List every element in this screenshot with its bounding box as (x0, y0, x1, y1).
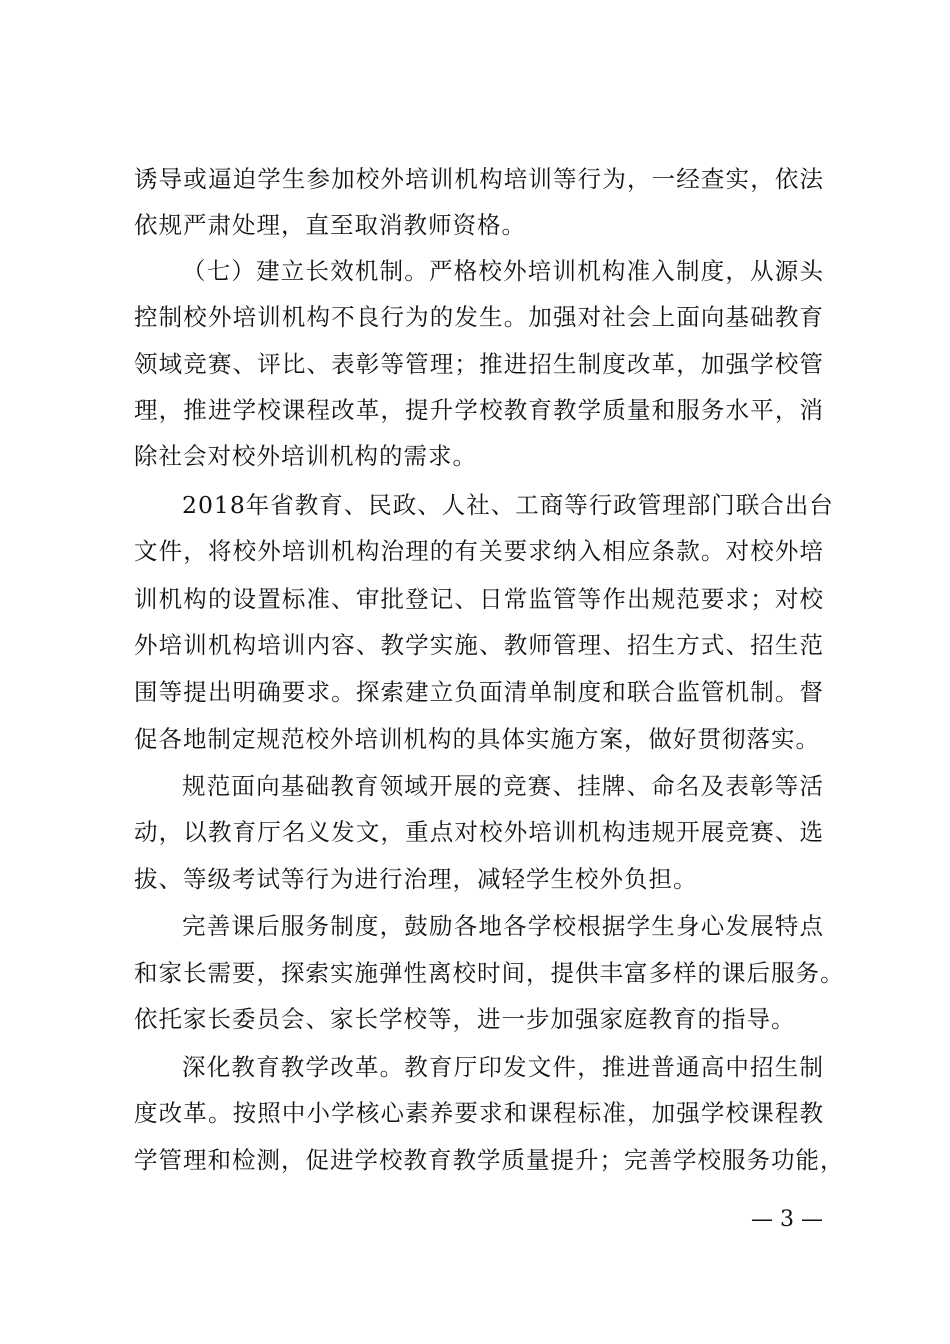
text-line: 围等提出明确要求。探索建立负面清单制度和联合监管机制。督 (134, 678, 824, 706)
section-heading-line: （七）建立长效机制。严格校外培训机构准入制度，从源头 (182, 257, 824, 285)
text-line: 拔、等级考试等行为进行治理，减轻学生校外负担。 (134, 865, 698, 893)
text-line: 文件，将校外培训机构治理的有关要求纳入相应条款。对校外培 (134, 537, 824, 565)
text-line: 训机构的设置标准、审批登记、日常监管等作出规范要求；对校 (134, 585, 824, 613)
text-line: 依规严肃处理，直至取消教师资格。 (134, 211, 526, 239)
text-line: 度改革。按照中小学核心素养要求和课程标准，加强学校课程教 (134, 1099, 824, 1127)
text-line: 和家长需要，探索实施弹性离校时间，提供丰富多样的课后服务。 (134, 959, 845, 987)
text-line: 诱导或逼迫学生参加校外培训机构培训等行为，一经查实，依法 (134, 165, 824, 193)
text-line: 领域竞赛、评比、表彰等管理；推进招生制度改革，加强学校管 (134, 350, 824, 378)
text-line: 完善课后服务制度，鼓励各地各学校根据学生身心发展特点 (182, 912, 824, 940)
text-line: 外培训机构培训内容、教学实施、教师管理、招生方式、招生范 (134, 631, 824, 659)
text-line: 深化教育教学改革。教育厅印发文件，推进普通高中招生制 (182, 1053, 824, 1081)
text-line: 规范面向基础教育领域开展的竞赛、挂牌、命名及表彰等活 (182, 772, 824, 800)
text-line: 2018年省教育、民政、人社、工商等行政管理部门联合出台 (182, 491, 834, 519)
text-line: 除社会对校外培训机构的需求。 (134, 442, 477, 470)
text-line: 促各地制定规范校外培训机构的具体实施方案，做好贯彻落实。 (134, 725, 820, 753)
text-line: 依托家长委员会、家长学校等，进一步加强家庭教育的指导。 (134, 1005, 796, 1033)
page-number: — 3 — (751, 1207, 823, 1232)
text-line: 理，推进学校课程改革，提升学校教育教学质量和服务水平，消 (134, 396, 824, 424)
text-line: 动，以教育厅名义发文，重点对校外培训机构违规开展竞赛、选 (134, 818, 824, 846)
text-line: 控制校外培训机构不良行为的发生。加强对社会上面向基础教育 (134, 303, 824, 331)
text-line: 学管理和检测，促进学校教育教学质量提升；完善学校服务功能， (134, 1146, 845, 1174)
